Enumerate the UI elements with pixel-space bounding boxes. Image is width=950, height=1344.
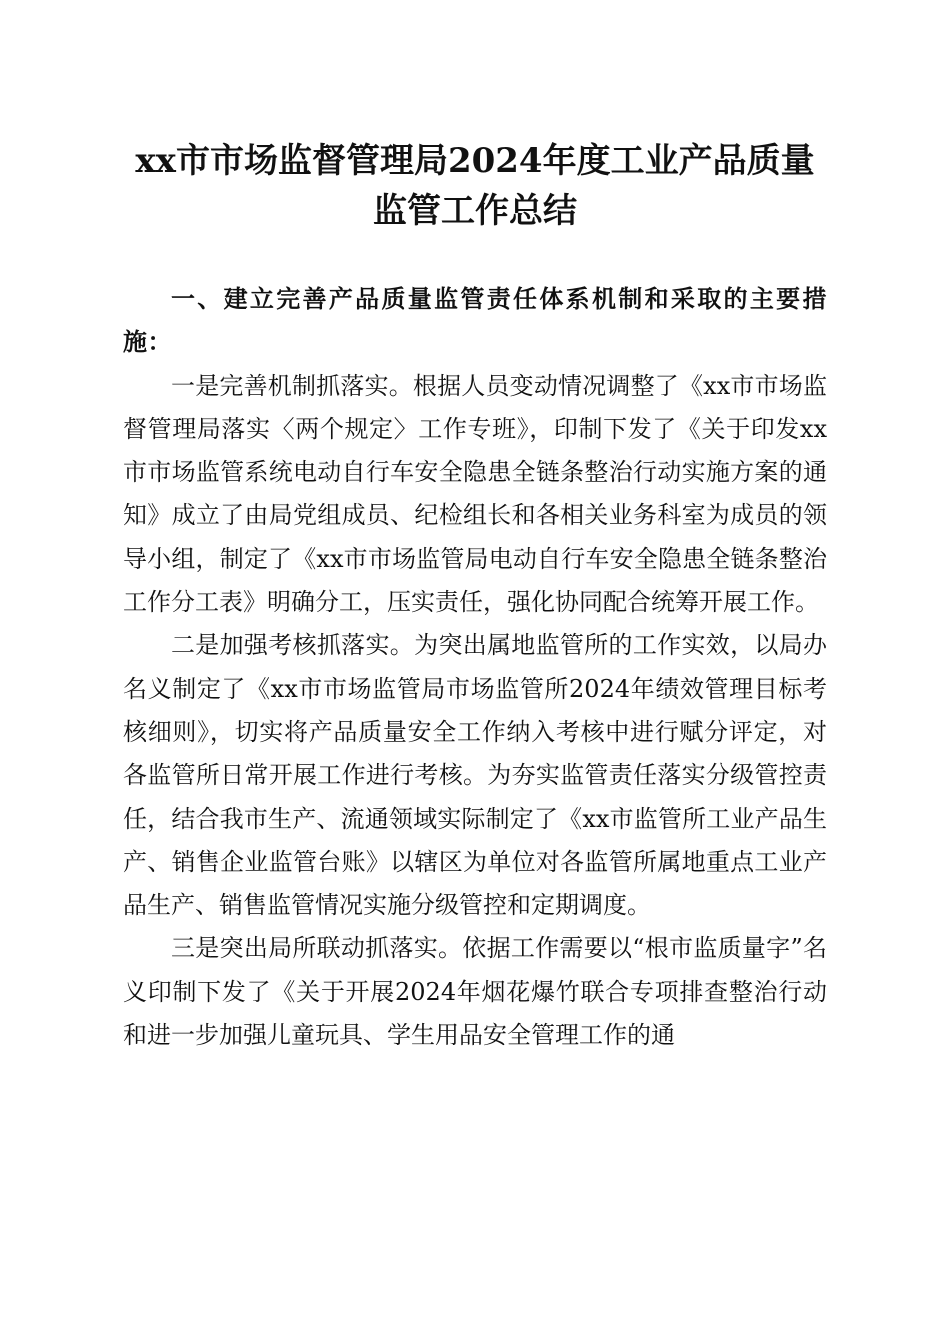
paragraph-assessment: 二是加强考核抓落实。为突出属地监管所的工作实效，以局办名义制定了《xx市市场监管局市场监管所2024年绩效管理目标考核细则》，切实将产品质量安全工作纳入考核中进行赋分评定，对各监管所日常开展工作进行考核。为夯实监管责任落实分级管控责任，结合我市生产、流通领域实际制定了《xx市监管所工业产品生产、销售企业监管台账》以辖区为单位对各监管所属地重点工业产品生产、销售监管情况实施分级管控和定期调度。 xyxy=(123,631,827,920)
document-title-line-2: 监管工作总结 xyxy=(373,191,577,231)
document-body xyxy=(123,278,827,1057)
document-title-line-1: xx市市场监督管理局2024年度工业产品质量 xyxy=(135,141,815,181)
section-heading-1: 一、建立完善产品质量监管责任体系机制和采取的主要措施： xyxy=(123,285,827,357)
paragraph-linkage: 三是突出局所联动抓落实。依据工作需要以“根市监质量字”名义印制下发了《关于开展2024年烟花爆竹联合专项排查整治行动和进一步加强儿童玩具、学生用品安全管理工作的通 xyxy=(123,934,827,1050)
paragraph-mechanism: 一是完善机制抓落实。根据人员变动情况调整了《xx市市场监督管理局落实〈两个规定〉工作专班》，印制下发了《关于印发xx市市场监管系统电动自行车安全隐患全链条整治行动实施方案的通知》成立了由局党组成员、纪检组长和各相关业务科室为成员的领导小组，制定了《xx市市场监管局电动自行车安全隐患全链条整治工作分工表》明确分工，压实责任，强化协同配合统筹开展工作。 xyxy=(123,371,827,617)
document-title xyxy=(100,136,850,236)
